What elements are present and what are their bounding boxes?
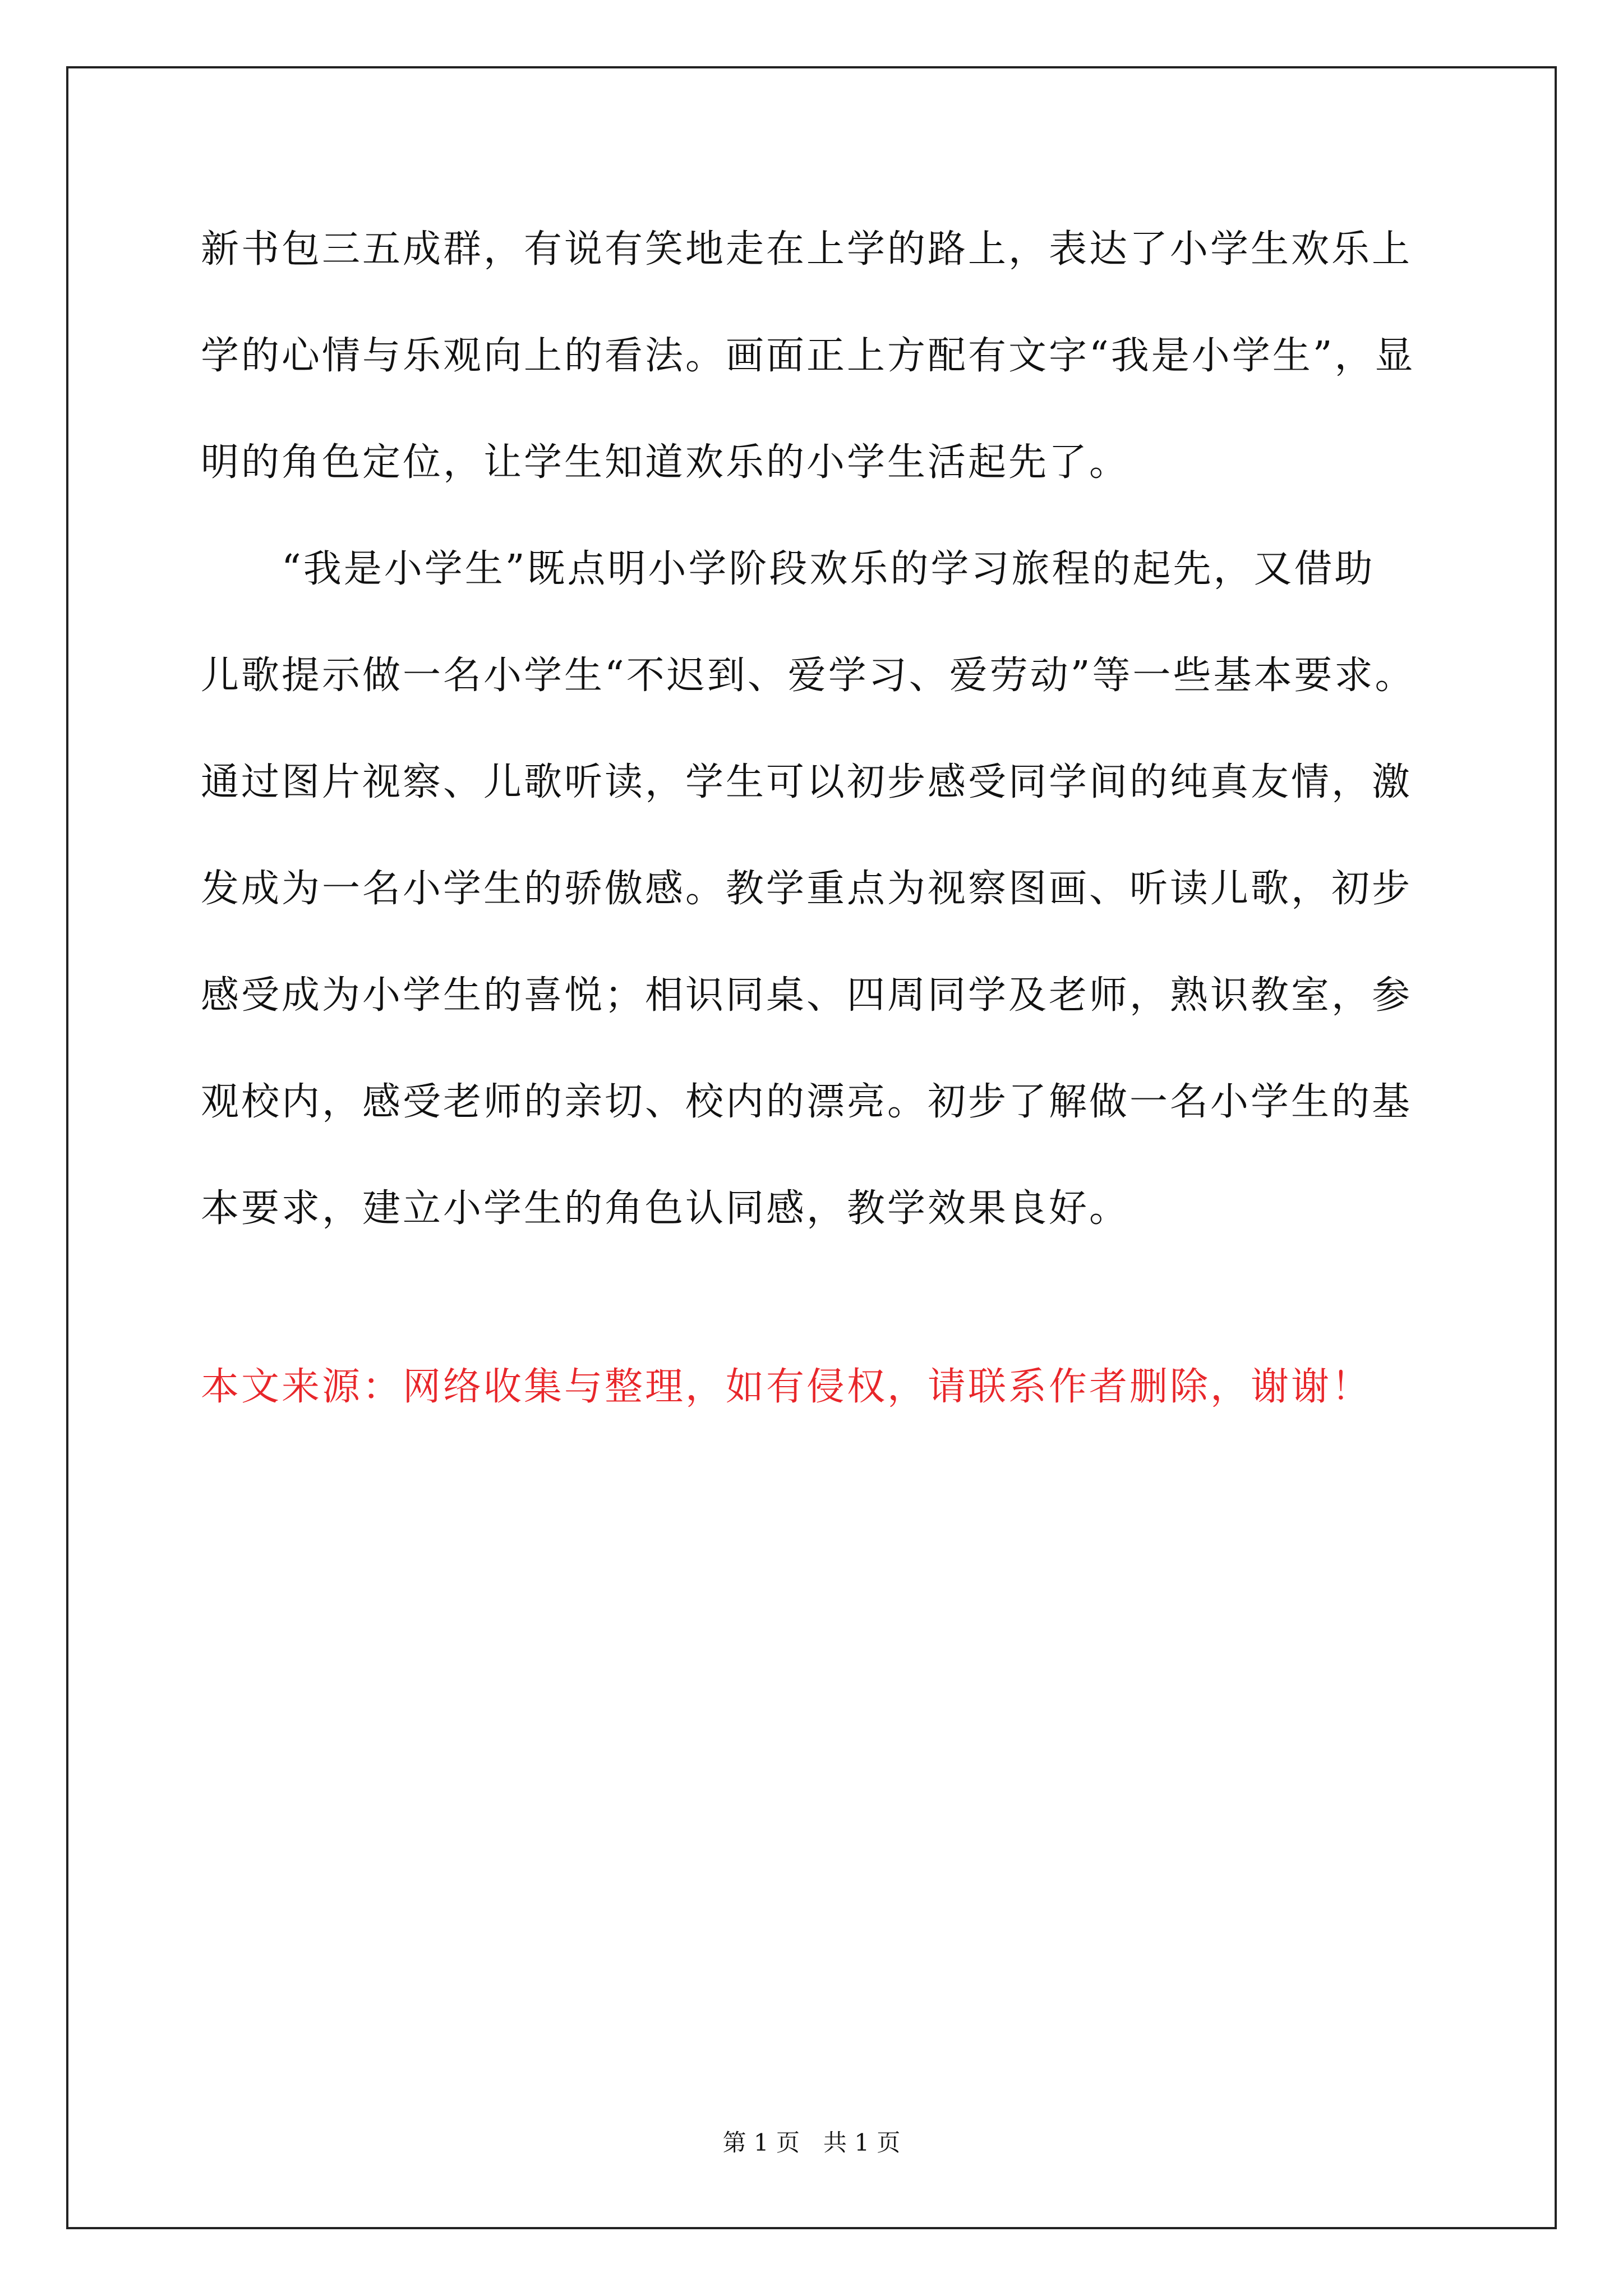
page-footer: 第 1 页 共 1 页 (722, 2129, 901, 2156)
text-line: 学的心情与乐观向上的看法。画面正上方配有文字“我是小学生”，显 (201, 334, 1415, 378)
text-line: 本要求，建立小学生的角色认同感，教学效果良好。 (201, 1186, 1130, 1231)
text-line: 通过图片视察、儿歌听读，学生可以初步感受同学间的纯真友情，激 (201, 760, 1413, 804)
text-line: 观校内，感受老师的亲切、校内的漂亮。初步了解做一名小学生的基 (201, 1080, 1413, 1124)
text-line: 发成为一名小学生的骄傲感。教学重点为视察图画、听读儿歌，初步 (201, 867, 1413, 911)
text-line: 明的角色定位，让学生知道欢乐的小学生活起先了。 (201, 440, 1130, 485)
text-line: 感受成为小学生的喜悦；相识同桌、四周同学及老师，熟识教室，参 (201, 973, 1413, 1018)
text-line: 新书包三五成群，有说有笑地走在上学的路上，表达了小学生欢乐上 (201, 227, 1413, 272)
source-note: 本文来源：网络收集与整理，如有侵权，请联系作者删除，谢谢！ (201, 1365, 1372, 1409)
text-line: “我是小学生”既点明小学阶段欢乐的学习旅程的起先，又借助 (201, 547, 1375, 591)
body-text (201, 219, 1435, 1285)
text-line: 儿歌提示做一名小学生“不迟到、爱学习、爱劳动”等一些基本要求。 (201, 654, 1415, 698)
